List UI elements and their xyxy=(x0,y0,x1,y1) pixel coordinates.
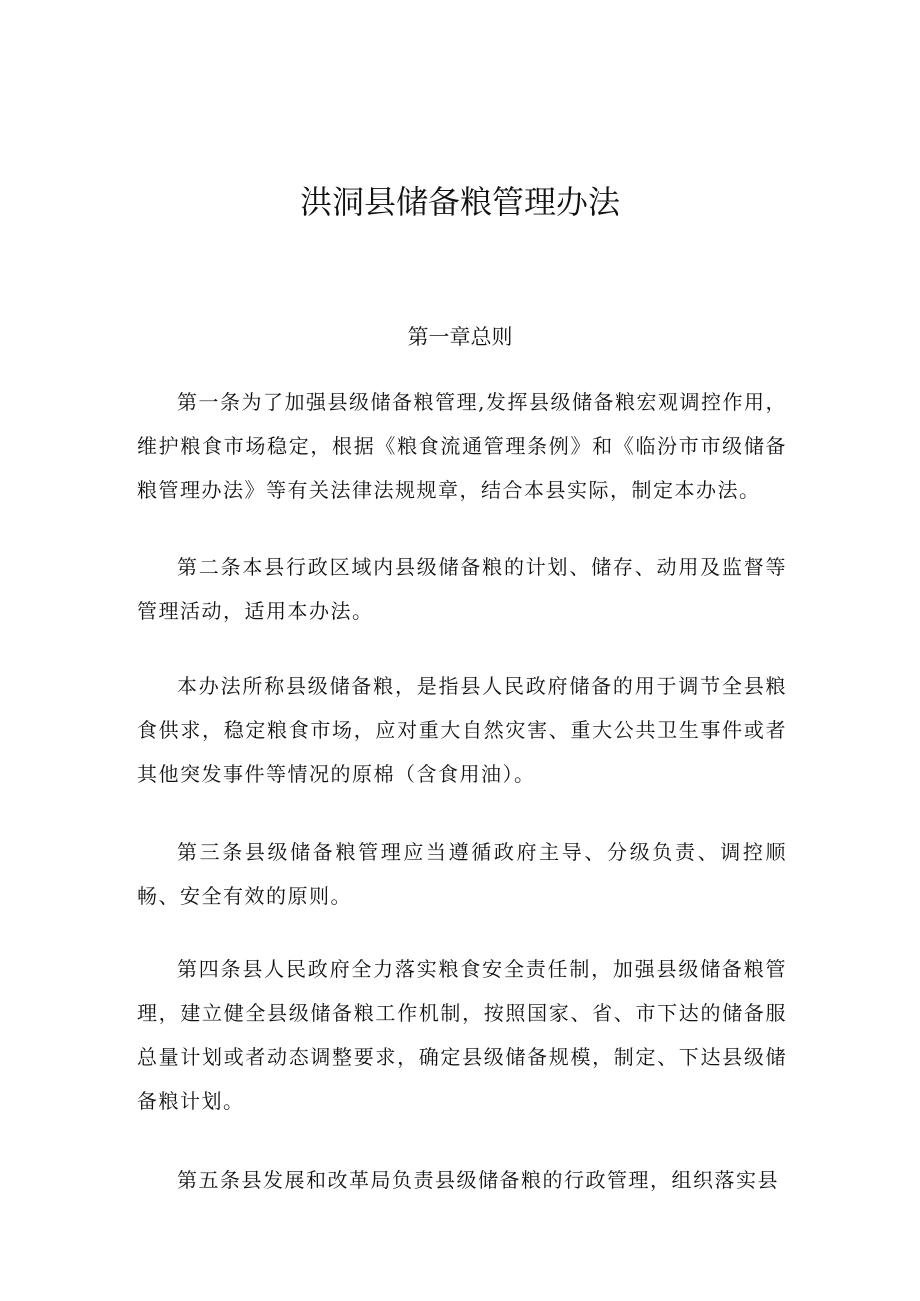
article-4-paragraph: 第四条县人民政府全力落实粮食安全责任制，加强县级储备粮管理，建立健全县级储备粮工作机制，按照国家、省、市下达的储备服总量计划或者动态调整要求，确定县级储备规模，制定、下达县级储备粮计划。 xyxy=(137,957,787,1113)
document-title: 洪洞县储备粮管理办法 xyxy=(299,183,620,221)
article-2-paragraph: 第二条本县行政区域内县级储备粮的计划、储存、动用及监督等管理活动，适用本办法。 xyxy=(137,555,787,623)
definition-paragraph: 本办法所称县级储备粮，是指县人民政府储备的用于调节全县粮食供求，稳定粮食市场，应对重大自然灾害、重大公共卫生事件或者其他突发事件等情况的原棉（含食用油）。 xyxy=(137,674,787,786)
article-5-paragraph: 第五条县发展和改革局负责县级储备粮的行政管理，组织落实县 xyxy=(177,1168,779,1192)
chapter-title: 第一章总则 xyxy=(407,325,513,349)
article-1-paragraph: 第一条为了加强县级储备粮管理,发挥县级储备粮宏观调控作用，维护粮食市场稳定，根据《粮食流通管理条例》和《临汾市市级储备粮管理办法》等有关法律法规规章，结合本县实际，制定本办法。 xyxy=(137,390,787,502)
article-3-paragraph: 第三条县级储备粮管理应当遵循政府主导、分级负责、调控顺畅、安全有效的原则。 xyxy=(137,840,787,908)
